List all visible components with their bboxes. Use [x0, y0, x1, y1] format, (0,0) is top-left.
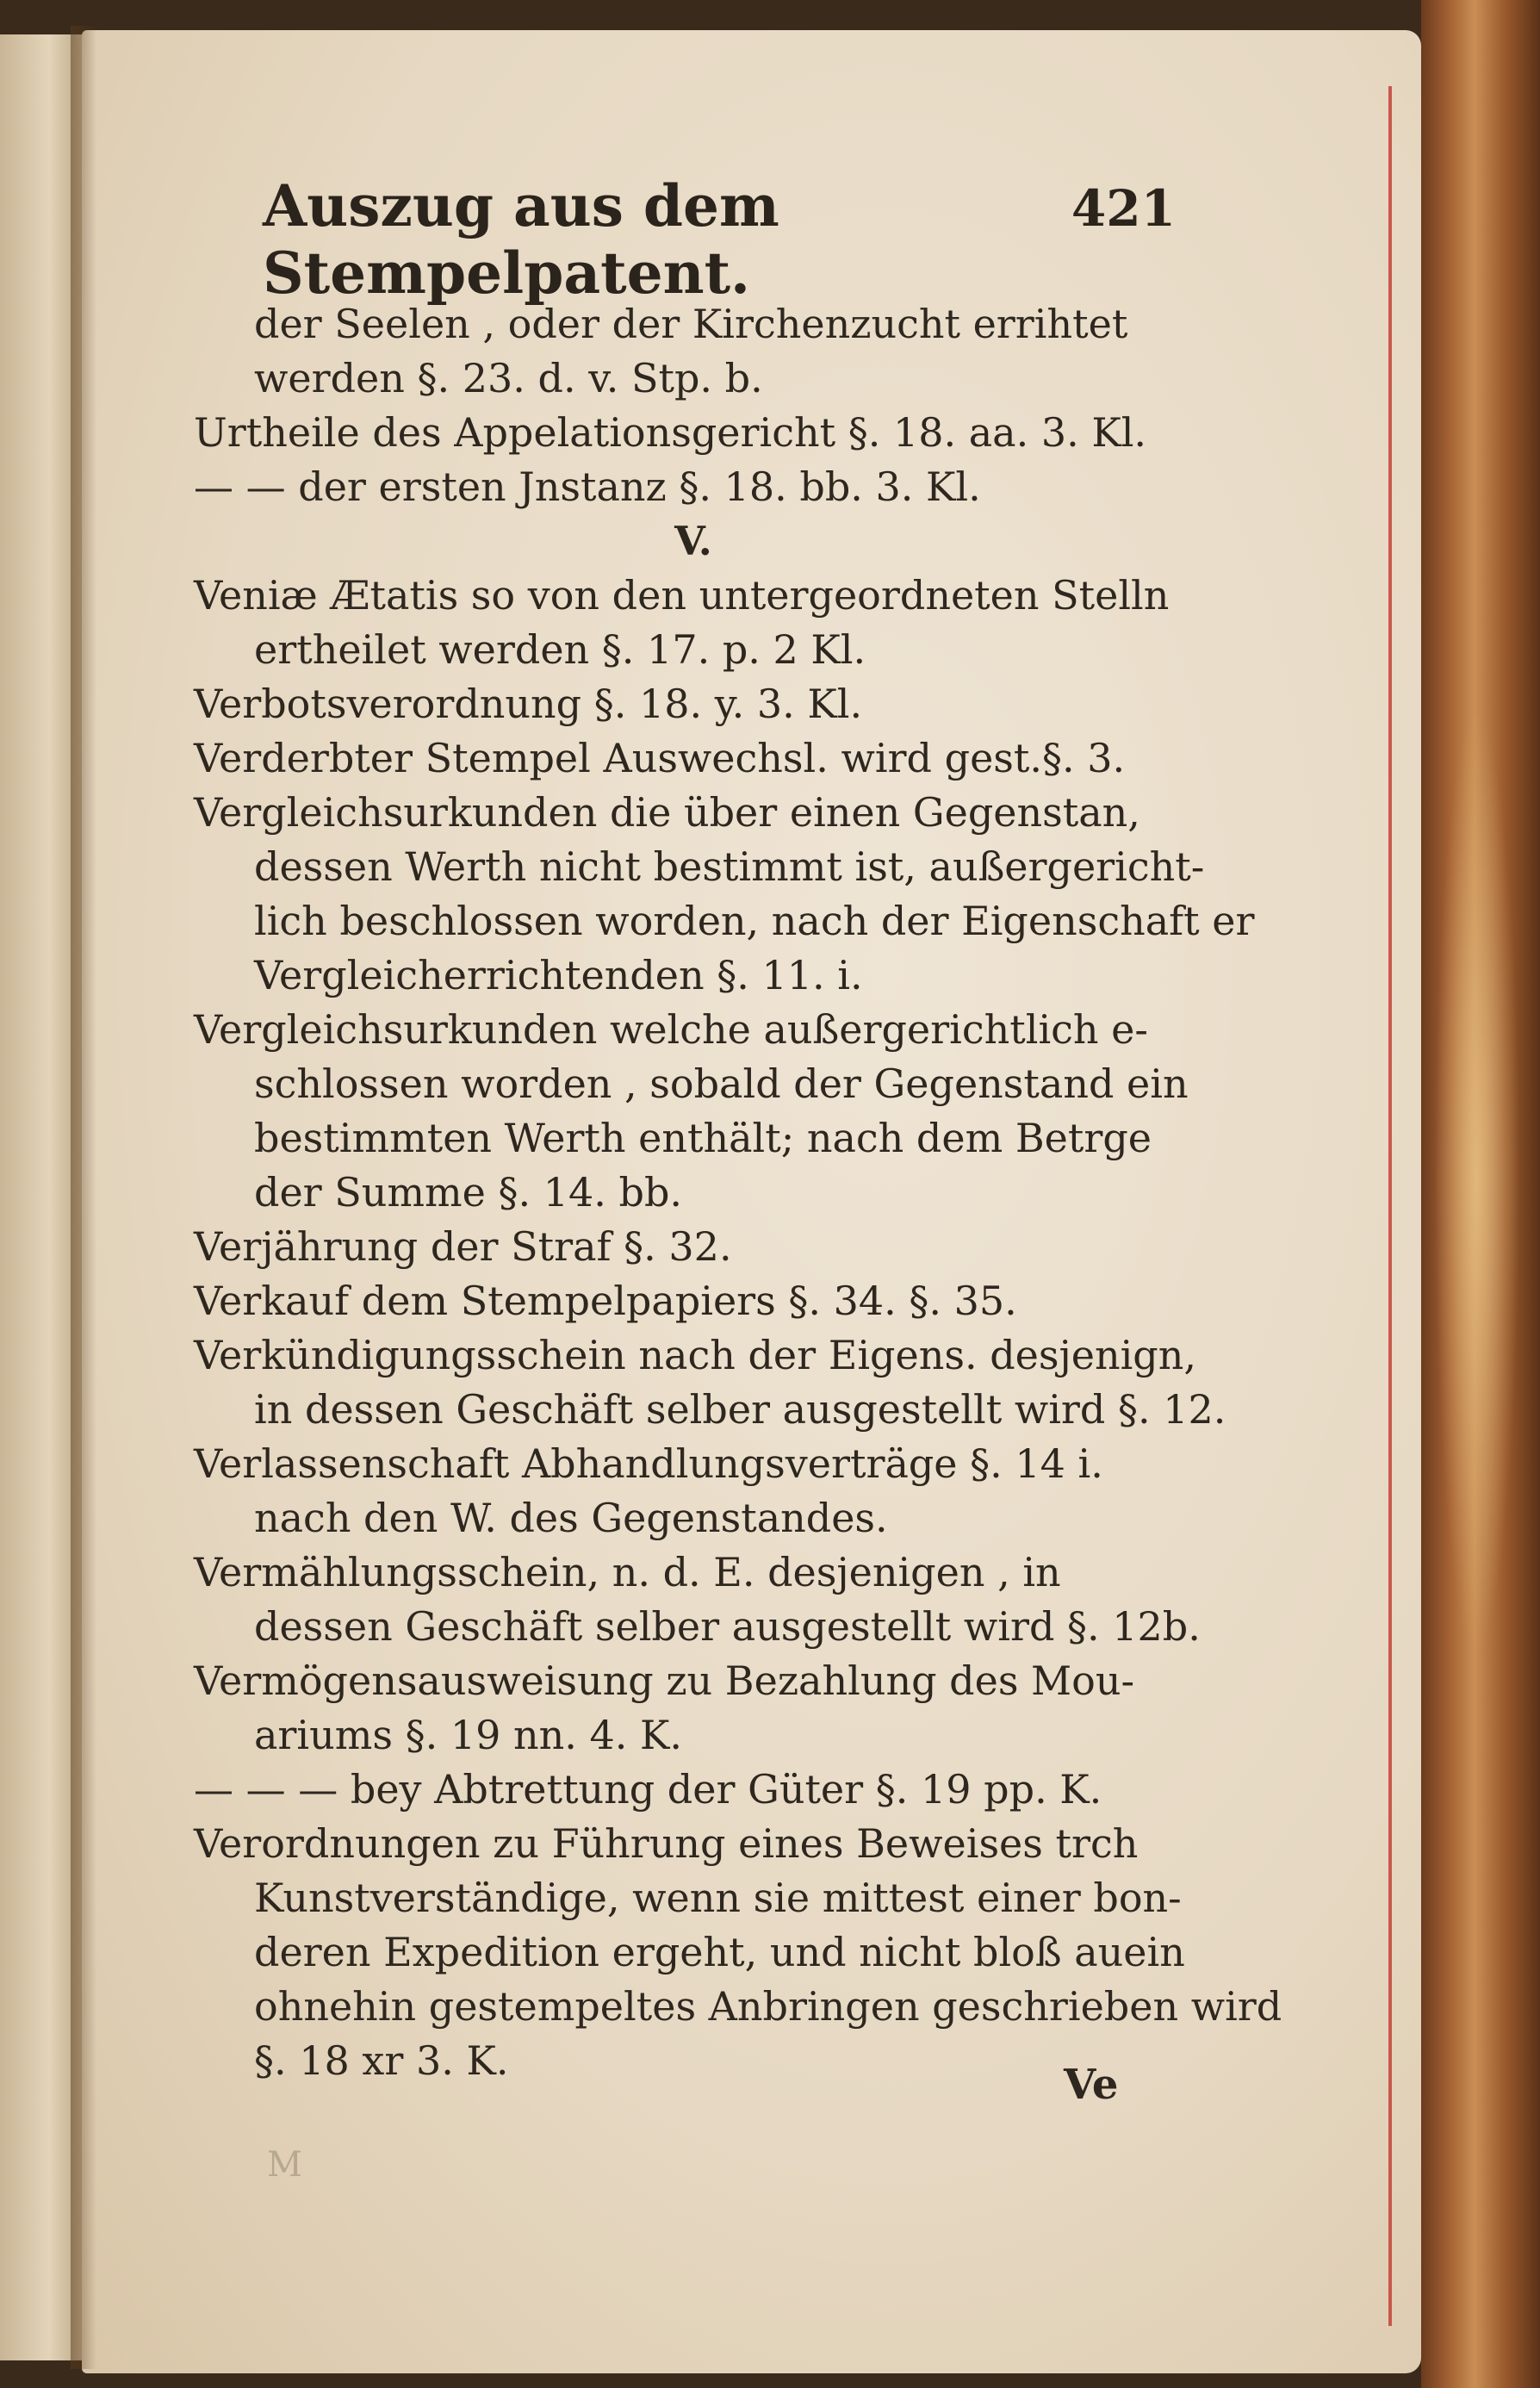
signature-mark: M [267, 2145, 302, 2185]
index-line: lich beschlossen worden, nach der Eigenschaft er [254, 898, 1255, 944]
index-line: Vermögensausweisung zu Bezahlung des Mou- [194, 1657, 1135, 1704]
index-line: — — — bey Abtrettung der Güter §. 19 pp. K. [194, 1766, 1102, 1813]
index-line: Verjährung der Straf §. 32. [194, 1223, 732, 1270]
running-title: Auszug aus dem Stempelpatent. [263, 172, 779, 307]
index-line: Kunstverständige, wenn sie mittest einer bon- [254, 1875, 1182, 1921]
index-entries [194, 297, 1282, 2088]
index-line: §. 18 xr 3. K. [254, 2037, 509, 2084]
index-line: schlossen worden , sobald der Gegenstand ein [254, 1060, 1189, 1107]
index-line: ohnehin gestempeltes Anbringen geschrieben wird [254, 1983, 1282, 2030]
index-line: — — der ersten Jnstanz §. 18. bb. 3. Kl. [194, 463, 981, 510]
index-line: dessen Geschäft selber ausgestellt wird §. 12b. [254, 1603, 1201, 1650]
index-line: Vergleichsurkunden die über einen Gegenstan, [194, 789, 1140, 836]
index-line: dessen Werth nicht bestimmt ist, außergericht- [254, 843, 1205, 890]
index-line: deren Expedition ergeht, und nicht bloß auein [254, 1929, 1185, 1975]
index-line: Vermählungsschein, n. d. E. desjenigen , in [194, 1549, 1061, 1595]
index-line: Verordnungen zu Führung eines Beweises trch [194, 1820, 1139, 1867]
page-number: 421 [1071, 179, 1176, 238]
index-line: werden §. 23. d. v. Stp. b. [254, 355, 763, 401]
running-header [263, 172, 1176, 307]
index-line: Verderbter Stempel Auswechsl. wird gest.§. 3. [194, 735, 1126, 781]
index-line: Verkündigungsschein nach der Eigens. desjenign, [194, 1332, 1196, 1378]
index-line: Vergleicherrichtenden §. 11. i. [254, 952, 863, 998]
index-line: Vergleichsurkunden welche außergerichtlich e- [194, 1006, 1148, 1053]
index-line: Veniæ Ætatis so von den untergeordneten Stelln [194, 572, 1170, 619]
index-line: Verbotsverordnung §. 18. y. 3. Kl. [194, 681, 863, 727]
facing-page-edge [0, 34, 82, 2360]
index-line: bestimmten Werth enthält; nach dem Betrge [254, 1115, 1152, 1161]
red-page-edge [1388, 86, 1392, 2326]
index-line: der Seelen , oder der Kirchenzucht errihtet [254, 301, 1128, 347]
index-line: Verlassenschaft Abhandlungsverträge §. 14 i. [194, 1440, 1103, 1487]
index-line: ertheilet werden §. 17. p. 2 Kl. [254, 626, 866, 673]
section-letter: V. [674, 518, 712, 564]
index-line: nach den W. des Gegenstandes. [254, 1495, 888, 1541]
catchword: Ve [1064, 2061, 1119, 2109]
index-line: Urtheile des Appelationsgericht §. 18. aa. 3. Kl. [194, 409, 1147, 456]
gutter-shadow [71, 26, 96, 2369]
index-line: in dessen Geschäft selber ausgestellt wird §. 12. [254, 1386, 1226, 1433]
index-line: Verkauf dem Stempelpapiers §. 34. §. 35. [194, 1278, 1017, 1324]
cover-highlight [1434, 706, 1520, 1654]
index-line: der Summe §. 14. bb. [254, 1169, 683, 1216]
index-line: ariums §. 19 nn. 4. K. [254, 1712, 682, 1758]
